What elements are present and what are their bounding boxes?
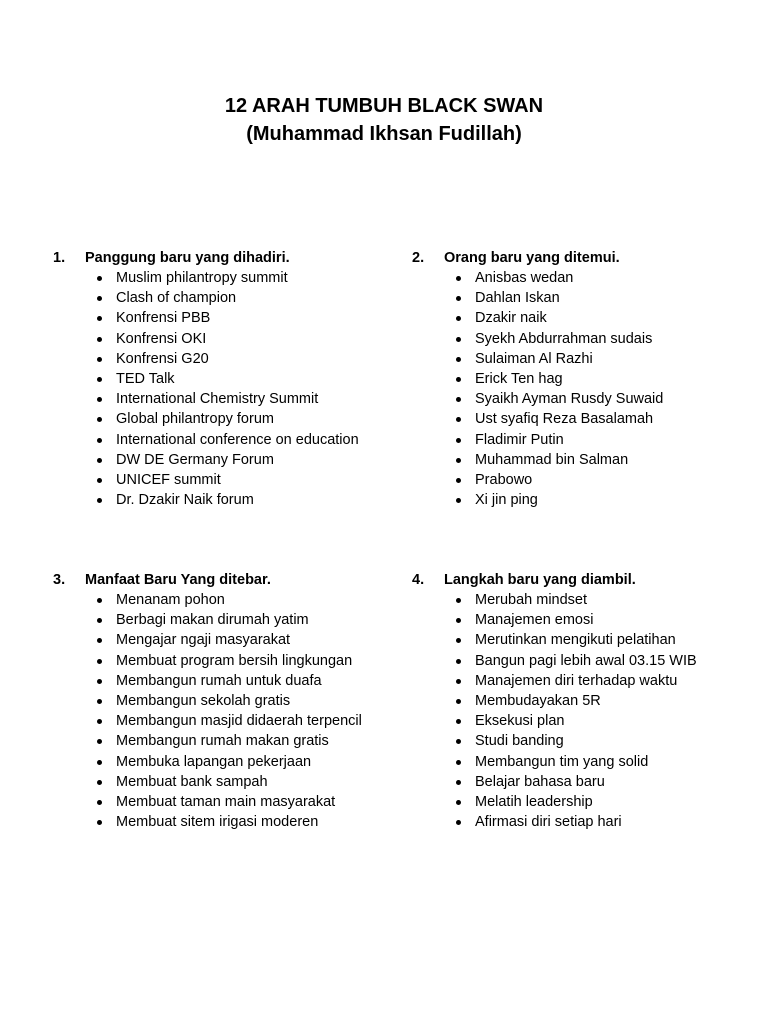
bullet-icon [456,618,461,623]
list-item [53,812,403,832]
list-item [53,369,403,389]
list-item-text: Fladimir Putin [475,431,564,448]
bullet-icon [456,276,461,281]
list-item [412,731,762,751]
list-item-text: Clash of champion [116,290,237,307]
list-item [412,389,762,409]
list-item [412,369,762,389]
list-item [53,268,403,288]
section-number: 2. [412,250,425,266]
list-item-text: Membuat bank sampah [116,773,268,790]
section-heading [412,570,762,590]
section-number: 4. [412,572,425,588]
list-item [412,630,762,650]
list-item-text: Muslim philantropy summit [116,270,288,286]
list-item [53,288,403,308]
bullet-icon [456,820,461,825]
bullet-icon [456,316,461,321]
list-item-text: Dr. Dzakir Naik forum [116,492,254,509]
bullet-icon [97,458,102,463]
list-item-text: Sulaiman Al Razhi [475,350,593,367]
document-subtitle: (Muhammad Ikhsan Fudillah) [246,123,522,145]
bullet-icon [456,357,461,362]
bullet-icon [97,377,102,382]
bullet-icon [97,618,102,623]
section-heading-text: Langkah baru yang diambil. [444,572,636,588]
bullet-icon [97,276,102,281]
list-item-text: Studi banding [475,733,564,750]
list-item [53,651,403,671]
bullet-icon [97,316,102,321]
list-item [53,329,403,349]
bullet-icon [97,337,102,342]
list-item-text: Mengajar ngaji masyarakat [116,632,291,649]
list-item [53,752,403,772]
list-item-text: Membangun sekolah gratis [116,692,291,709]
list-item-text: Erick Ten hag [475,370,563,387]
list-item [53,308,403,328]
list-item-text: Xi jin ping [475,492,538,509]
bullet-icon [97,699,102,704]
list-item-text: Eksekusi plan [475,713,565,730]
list-item-text: Merutinkan mengikuti pelatihan [475,632,676,649]
list-item-text: Dzakir naik [475,310,547,327]
list-item-text: Syaikh Ayman Rusdy Suwaid [475,391,664,408]
list-item [53,671,403,691]
list-item [53,731,403,751]
list-item [412,329,762,349]
list-item [412,450,762,470]
list-item [53,711,403,731]
list-item-text: Muhammad bin Salman [475,451,629,468]
section-list [53,268,403,510]
bullet-icon [456,659,461,664]
bullet-icon [97,438,102,443]
bullet-icon [456,478,461,483]
bullet-icon [97,638,102,643]
bullet-icon [456,458,461,463]
bullet-icon [97,296,102,301]
list-item-text: International Chemistry Summit [116,391,319,408]
list-item-text: Bangun pagi lebih awal 03.15 WIB [475,652,697,669]
list-item [412,308,762,328]
list-item [53,610,403,630]
list-item [53,590,403,610]
list-item [412,752,762,772]
bullet-icon [97,498,102,503]
bullet-icon [456,337,461,342]
list-item-text: Dahlan Iskan [475,290,560,307]
bullet-icon [456,739,461,744]
list-item [412,711,762,731]
list-item-text: Membangun rumah untuk duafa [116,672,322,689]
section-heading-text: Panggung baru yang dihadiri. [85,250,290,266]
bullet-icon [97,679,102,684]
section-number: 3. [53,572,66,588]
list-item [412,671,762,691]
list-item-text: TED Talk [116,370,175,387]
list-item-text: Belajar bahasa baru [475,773,605,790]
list-item [53,450,403,470]
list-item [53,470,403,490]
document-title: 12 ARAH TUMBUH BLACK SWAN [224,95,544,117]
list-item [53,772,403,792]
list-item-text: Manajemen emosi [475,612,594,629]
list-item [412,470,762,490]
bullet-icon [97,780,102,785]
list-item-text: Membudayakan 5R [475,692,601,709]
section-4 [412,570,762,832]
bullet-icon [456,780,461,785]
list-item [412,268,762,288]
list-item [53,430,403,450]
list-item-text: Berbagi makan dirumah yatim [116,612,309,629]
list-item-text: Anisbas wedan [475,270,574,286]
bullet-icon [456,760,461,765]
section-3 [53,570,403,832]
list-item-text: Membangun masjid didaerah terpencil [116,713,362,730]
bullet-icon [97,417,102,422]
bullet-icon [456,800,461,805]
list-item-text: UNICEF summit [116,471,221,488]
bullet-icon [456,417,461,422]
section-heading [53,570,403,590]
list-item-text: Manajemen diri terhadap waktu [475,672,678,689]
list-item-text: Merubah mindset [475,592,588,608]
section-list [412,268,762,510]
list-item [412,409,762,429]
list-item [53,409,403,429]
list-item-text: Konfrensi PBB [116,310,211,327]
list-item-text: DW DE Germany Forum [116,451,274,468]
bullet-icon [456,438,461,443]
bullet-icon [456,679,461,684]
section-heading [53,248,403,268]
list-item [53,349,403,369]
list-item [412,590,762,610]
list-item-text: Membuat program bersih lingkungan [116,652,353,669]
bullet-icon [97,800,102,805]
section-list [412,590,762,832]
bullet-icon [97,719,102,724]
list-item-text: Konfrensi G20 [116,350,209,367]
list-item-text: Membuat taman main masyarakat [116,793,336,810]
list-item [412,610,762,630]
section-1 [53,248,403,510]
bullet-icon [97,478,102,483]
bullet-icon [456,719,461,724]
section-heading [412,248,762,268]
list-item-text: Membangun tim yang solid [475,753,649,770]
bullet-icon [97,659,102,664]
bullet-icon [97,820,102,825]
bullet-icon [97,760,102,765]
section-heading-text: Manfaat Baru Yang ditebar. [85,572,271,588]
list-item-text: Membuat sitem irigasi moderen [116,814,319,831]
list-item [412,349,762,369]
bullet-icon [456,397,461,402]
bullet-icon [97,357,102,362]
list-item [53,630,403,650]
list-item [412,651,762,671]
list-item-text: Melatih leadership [475,793,593,810]
bullet-icon [456,598,461,603]
list-item-text: Menanam pohon [116,592,225,608]
bullet-icon [456,296,461,301]
list-item-text: Membuka lapangan pekerjaan [116,753,312,770]
list-item [412,792,762,812]
bullet-icon [456,699,461,704]
bullet-icon [97,397,102,402]
list-item [412,691,762,711]
list-item [412,430,762,450]
section-heading-text: Orang baru yang ditemui. [444,250,620,266]
list-item-text: International conference on education [116,431,359,448]
list-item-text: Syekh Abdurrahman sudais [475,330,653,347]
list-item [412,812,762,832]
list-item-text: Konfrensi OKI [116,330,207,347]
list-item [412,288,762,308]
list-item-text: Membangun rumah makan gratis [116,733,329,750]
list-item [53,389,403,409]
list-item [53,792,403,812]
list-item [412,490,762,510]
bullet-icon [456,377,461,382]
bullet-icon [97,598,102,603]
section-2 [412,248,762,510]
list-item-text: Ust syafiq Reza Basalamah [475,411,654,428]
list-item-text: Afirmasi diri setiap hari [475,814,622,831]
section-list [53,590,403,832]
list-item-text: Prabowo [475,471,533,488]
section-number: 1. [53,250,66,266]
list-item [412,772,762,792]
list-item [53,691,403,711]
bullet-icon [97,739,102,744]
list-item [53,490,403,510]
bullet-icon [456,638,461,643]
list-item-text: Global philantropy forum [116,411,274,428]
bullet-icon [456,498,461,503]
